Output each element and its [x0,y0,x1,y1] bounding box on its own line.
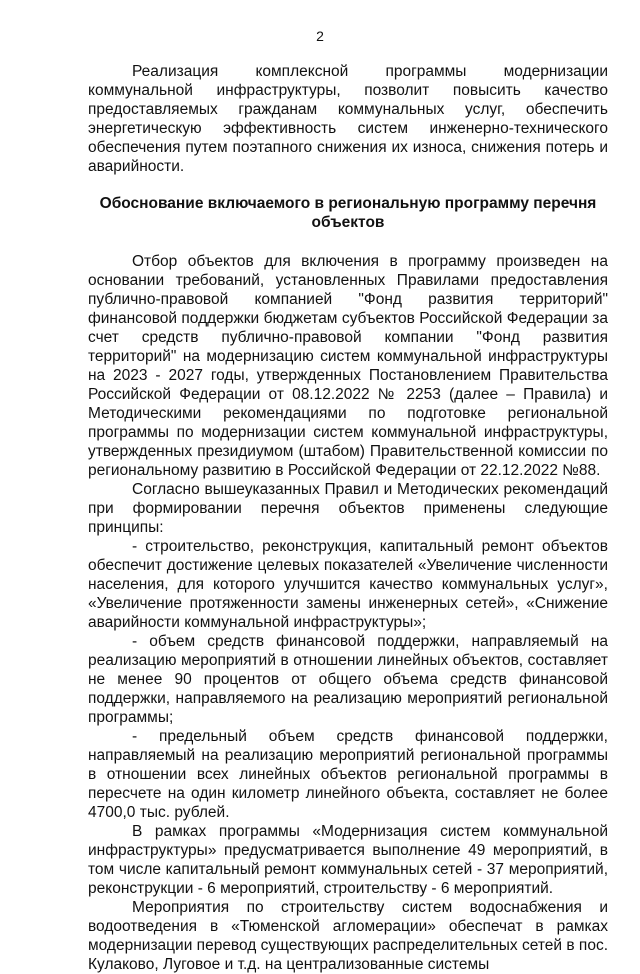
bullet-construction: - строительство, реконструкция, капитальный ремонт объектов обеспечит достижение целевых показателей «Увеличение численности населения, для которого улучшится качество коммунальных услуг», «Увеличение протяженности замены инженерных сетей», «Снижение аварийности коммунальной инфраструктуры»; [88,538,608,631]
bullet-funding-limit: - предельный объем средств финансовой поддержки, направляемый на реализацию мероприятий региональной программы в отношении всех линейных объектов региональной программы в пересчете на один километр линейного объекта, составляет не более 4700,0 тыс. рублей. [88,728,608,821]
bullet-funding-share: - объем средств финансовой поддержки, направляемый на реализацию мероприятий в отношении линейных объектов, составляет не менее 90 процентов от общего объема средств финансовой поддержки, направляемого на реализацию мероприятий региональной программы; [88,633,608,726]
intro-paragraph: Реализация комплексной программы модернизации коммунальной инфраструктуры, позволит повысить качество предоставляемых гражданам коммунальных услуг, обеспечить энергетическую эффективность систем инженерно-технического обеспечения путем поэтапного снижения их износа, снижения потерь и аварийности. [88,63,608,175]
paragraph-selection-basis: Отбор объектов для включения в программу произведен на основании требований, установленных Правилами предоставления публично-правовой компанией "Фонд развития территорий" финансовой поддержки бюджетам субъектов Российской Федерации за счет средств публично-правовой компании "Фонд развития территорий" на модернизацию систем коммунальной инфраструктуры на 2023 - 2027 годы, утвержденных Постановлением Правительства Российской Федерации от 08.12.2022 № 2253 (далее – Правила) и Методическими рекомендациями по подготовке региональной программы по модернизации систем коммунальной инфраструктуры, утвержденных президиумом (штабом) Правительственной комиссии по региональному развитию в Российской Федерации от 22.12.2022 №88. [88,253,608,479]
page-number: 2 [316,28,324,44]
section-heading: Обоснование включаемого в региональную программу перечня объектов [99,195,597,231]
paragraph-tyumen-agglomeration: Мероприятия по строительству систем водоснабжения и водоотведения в «Тюменской агломерации» обеспечат в рамках модернизации перевод существующих распределительных сетей в пос. Кулаково, Луговое и т.д. на централизованные системы [88,899,608,973]
paragraph-program-scope: В рамках программы «Модернизация систем коммунальной инфраструктуры» предусматривается выполнение 49 мероприятий, в том числе капитальный ремонт коммунальных сетей - 37 мероприятий, реконструкции - 6 мероприятий, строительству - 6 мероприятий. [88,823,608,897]
paragraph-principles-intro: Согласно вышеуказанных Правил и Методических рекомендаций при формировании перечня объектов применены следующие принципы: [88,481,608,536]
document-body [88,62,608,974]
